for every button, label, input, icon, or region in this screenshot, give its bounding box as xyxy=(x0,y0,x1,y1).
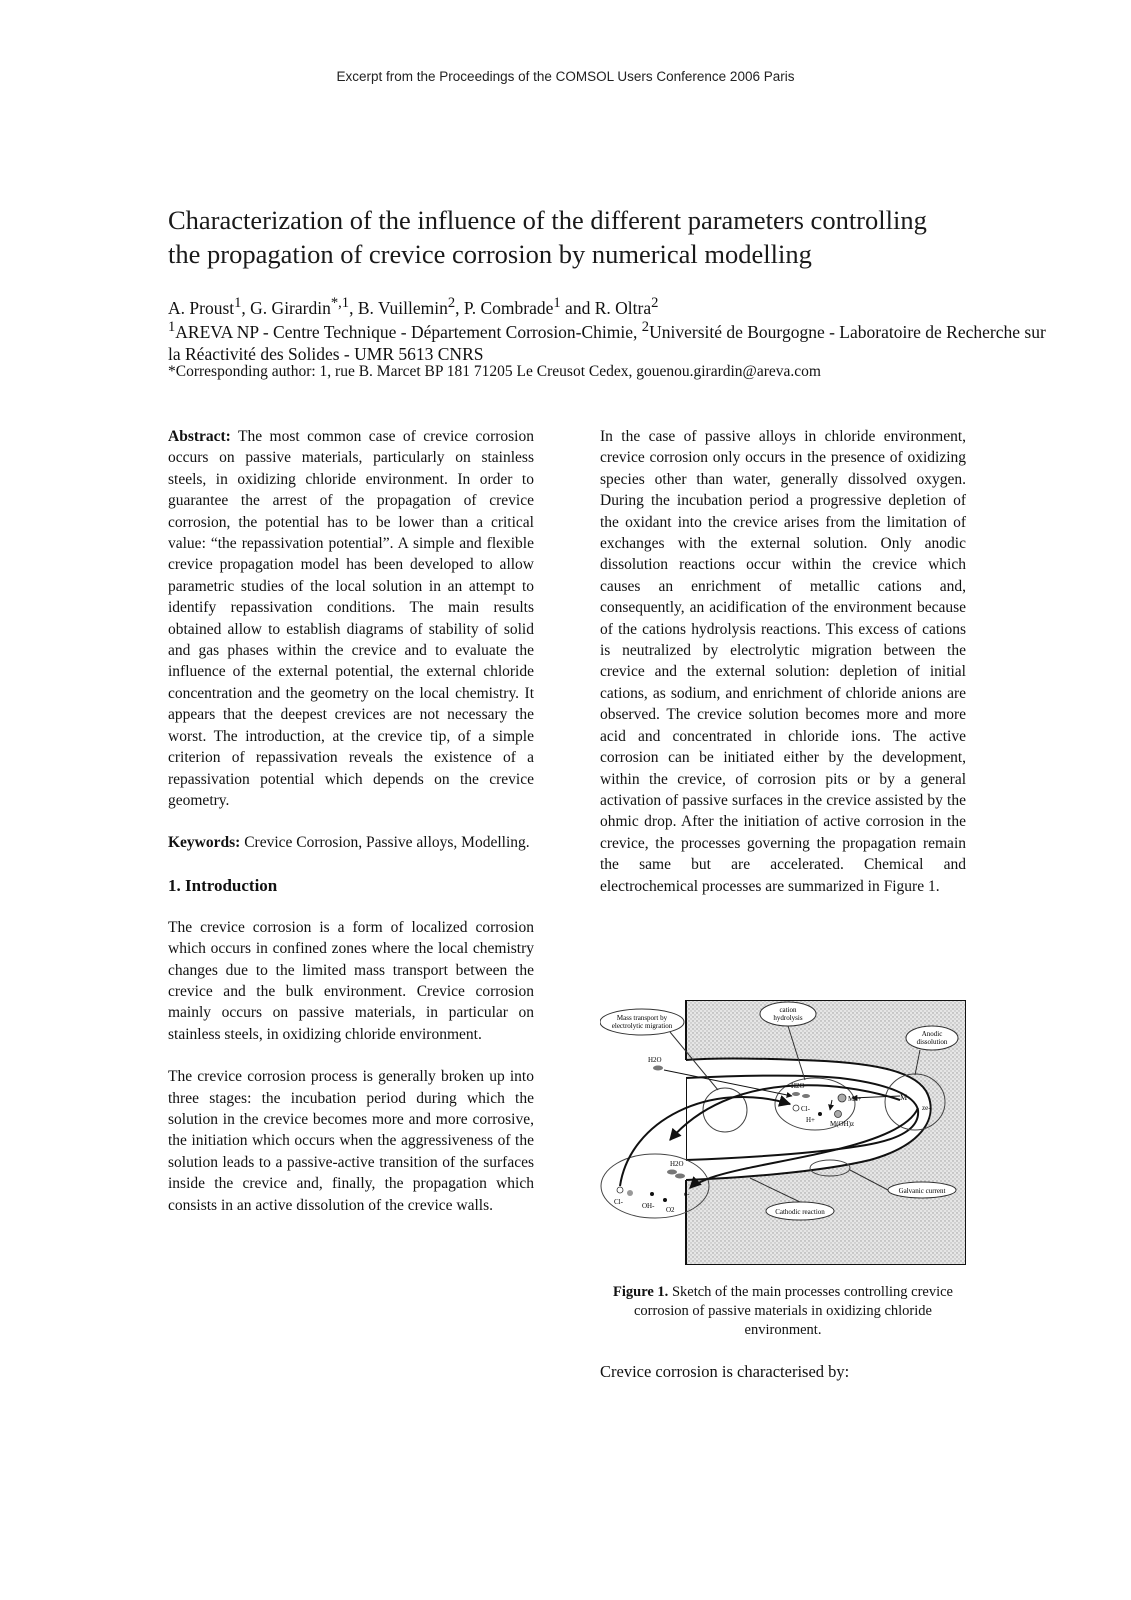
section-heading-introduction: 1. Introduction xyxy=(168,875,278,895)
proton xyxy=(818,1112,822,1116)
author-separator: , xyxy=(455,297,464,318)
keywords-paragraph xyxy=(168,832,534,853)
bulk-solution xyxy=(600,1000,686,1265)
anodic-dissolution-label: Anodic xyxy=(921,1030,943,1038)
metal-cation xyxy=(838,1094,846,1102)
affiliation-2: Université de Bourgogne - Laboratoire de Recherche sur la Réactivité des Solides - UMR 5613 CNRS xyxy=(168,321,1046,364)
species-label: M(OH)z xyxy=(830,1120,855,1128)
species-label: H2O xyxy=(670,1160,684,1168)
cathodic-reaction-label: Cathodic reaction xyxy=(775,1208,825,1216)
hydroxide-ion xyxy=(650,1192,654,1196)
figure-caption xyxy=(605,1283,961,1340)
author-name: A. Proust xyxy=(168,297,235,318)
species-label: OH- xyxy=(642,1202,655,1210)
cation-hydrolysis-label: cation xyxy=(779,1006,797,1014)
author-separator: , xyxy=(349,297,358,318)
oxygen-molecule xyxy=(663,1198,667,1202)
abstract-text: The most common case of crevice corrosion occurs on passive materials, particularly on stainless steels, in oxidizing chloride environment. In order to guarantee the arrest of the propagation of crevice corrosion, the potential has to be lower than a critical value: “the repassivation potential”. A simple and flexible crevice propagation model has been developed to allow parametric studies of the local solution in an attempt to identify repassivation conditions. The main results obtained allow to establish diagrams of stability of solid and gas phases within the crevice and to evaluate the influence of the external potential, the external chloride concentration and the geometry on the local chemistry. It appears that the deepest crevices are not necessary the worst. The introduction, at the crevice tip, of a simple criterion of repassivation reveals the existence of a repassivation potential which depends on the crevice geometry. xyxy=(168,428,534,809)
right-column xyxy=(600,426,966,918)
author-list xyxy=(168,292,1048,319)
affiliation-mark: 2 xyxy=(641,319,650,335)
author-name: B. Vuillemin xyxy=(357,297,448,318)
chloride-ion xyxy=(627,1190,633,1196)
mass-transport-label: Mass transport by xyxy=(616,1014,668,1022)
abstract-label: Abstract: xyxy=(168,428,231,445)
water-molecule xyxy=(792,1092,800,1096)
author-affiliation-mark: 2 xyxy=(447,295,456,311)
species-label: ze- xyxy=(922,1104,931,1112)
affiliations xyxy=(168,316,1048,365)
water-molecule xyxy=(667,1170,677,1175)
intro-paragraph-1: The crevice corrosion is a form of localized corrosion which occurs in confined zones where the local chemistry changes due to the limited mass transport between the crevice and the bulk environment. Crevice corrosion mainly occurs on passive materials, in particular on stainless steels, in oxidizing chloride environment. xyxy=(168,918,534,1043)
author-affiliation-mark: 1 xyxy=(234,295,242,311)
species-label: H2O xyxy=(791,1082,805,1090)
corresponding-author: *Corresponding author: 1, rue B. Marcet BP 181 71205 Le Creusot Cedex, gouenou.girardin@areva.com xyxy=(168,363,821,380)
figure-1-crevice-sketch xyxy=(600,1000,966,1265)
author-name: P. Combrade xyxy=(463,297,554,318)
author-affiliation-mark: 2 xyxy=(651,295,659,311)
keywords-text: Crevice Corrosion, Passive alloys, Modelling. xyxy=(240,834,530,852)
species-label: H+ xyxy=(806,1116,816,1124)
species-label: O2 xyxy=(666,1206,675,1214)
mass-transport-label: electrolytic migration xyxy=(611,1022,673,1030)
anodic-dissolution-label: dissolution xyxy=(916,1038,948,1046)
keywords-label: Keywords: xyxy=(168,834,241,852)
galvanic-current-label: Galvanic current xyxy=(898,1187,946,1195)
species-label: M xyxy=(900,1093,908,1102)
title-line-2: the propagation of crevice corrosion by numerical modelling xyxy=(168,239,812,269)
species-label: H2O xyxy=(648,1056,662,1064)
cation-hydrolysis-label: hydrolysis xyxy=(773,1014,803,1022)
water-molecule xyxy=(802,1094,810,1098)
abstract-paragraph xyxy=(168,426,534,811)
water-molecule xyxy=(675,1174,685,1179)
crevice-diagram xyxy=(600,1000,966,1265)
author-affiliation-mark: *,1 xyxy=(330,295,350,311)
water-molecule xyxy=(653,1066,663,1071)
author-name: R. Oltra xyxy=(594,297,652,318)
author-conjunction: and xyxy=(560,297,595,318)
species-label: Mz+ xyxy=(848,1095,862,1103)
title-line-1: Characterization of the influence of the different parameters controlling xyxy=(168,205,927,235)
body-paragraph: In the case of passive alloys in chloride environment, crevice corrosion only occurs in the presence of oxidizing species other than water, generally dissolved oxygen. During the incubation period a progressive depletion of the oxidant into the crevice arises from the limitation of exchanges with the external solution. Only anodic dissolution reactions occur within the crevice which causes an enrichment of metallic cations and, consequently, an acidification of the environment because of the cations hydrolysis reactions. This excess of cations is neutralized by electrolytic migration between the crevice and the external solution: depletion of initial cations, as sodium, and enrichment of chloride anions are observed. The crevice solution becomes more and more acid and concentrated in chloride ions. The active corrosion can be initiated either by the development, within the crevice, of corrosion pits or by a general activation of passive surfaces in the crevice assisted by the ohmic drop. After the initiation of active corrosion in the crevice, the processes governing the propagation remain the same but are accelerated. Chemical and electrochemical processes are summarized in Figure 1. xyxy=(600,428,966,895)
body-paragraph-continuation: Crevice corrosion is characterised by: xyxy=(600,1362,850,1381)
species-label: e- xyxy=(684,1190,690,1198)
species-label: Cl- xyxy=(614,1198,623,1206)
author-separator: , xyxy=(241,297,251,318)
intro-paragraph-2: The crevice corrosion process is generally broken up into three stages: the incubation period during which the solution in the crevice becomes more and more corrosive, the initiation which occurs when the aggressiveness of the solution leads to a passive-active transition of the surfaces inside the crevice and, finally, the propagation which consists in an active dissolution of the crevice walls. xyxy=(168,1068,534,1214)
figure-caption-text: Sketch of the main processes controlling crevice corrosion of passive materials in oxidizing chloride environment. xyxy=(634,1284,953,1338)
species-label: Cl- xyxy=(801,1105,810,1113)
affiliation-mark: 1 xyxy=(168,319,176,335)
author-affiliation-mark: 1 xyxy=(553,295,561,311)
paper-title xyxy=(168,203,1048,271)
affiliation-1: AREVA NP - Centre Technique - Département Corrosion-Chimie, xyxy=(175,321,642,342)
running-header: Excerpt from the Proceedings of the COMSOL Users Conference 2006 Paris xyxy=(336,69,795,84)
hydroxide-precipitate xyxy=(835,1111,842,1118)
left-column xyxy=(168,426,534,1237)
figure-caption-label: Figure 1. xyxy=(613,1284,669,1300)
author-name: G. Girardin xyxy=(250,297,331,318)
